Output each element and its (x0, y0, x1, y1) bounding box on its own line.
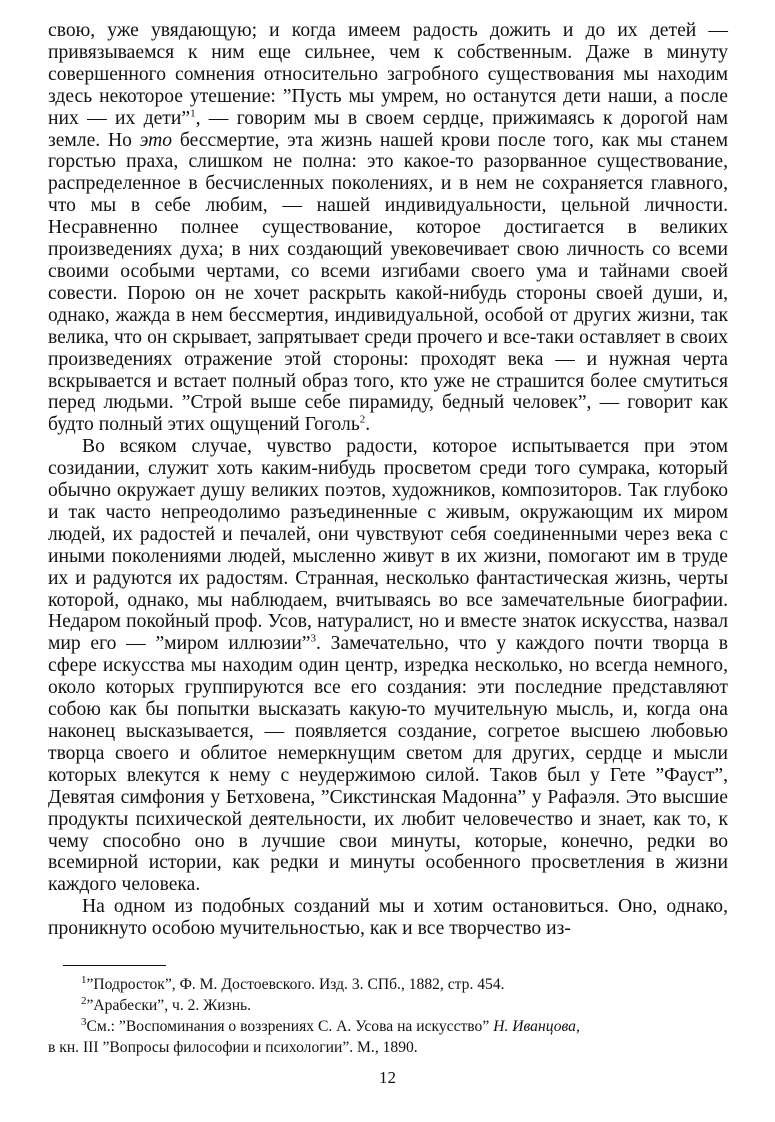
footnote-ref-2: 2 (359, 413, 366, 426)
italic-word-eto: это (139, 129, 173, 151)
footnote-1-marker: 1 (81, 973, 87, 986)
footnote-3-author: Н. Иванцова, (493, 1018, 580, 1035)
footnote-separator (63, 965, 166, 966)
paragraph-1-part-3: бессмертие, эта жизнь нашей крови после того, как мы станем горстью праха, слишком не полна: это какое-то разорванное существование, распределенное в бесчисленных поколениях, и в нем не сохраняется главного, что мы в себе любим, — нашей индивидуальности, цельной личности. Несравненно полнее существование, которое достигается в великих произведениях духа; в них создающий увековечивает свою личность со всеми своими особыми чертами, со всеми изгибами своего ума и тайнами своей совести. Порою он не хочет раскрыть какой-нибудь стороны своей души, и, однако, жажда в нем бессмертия, индивидуальной, особой от других жизни, так велика, что он скрывает, запрятывает среди прочего и все-таки оставляет в своих произведениях отражение этой стороны: проходят века — и нужная черта вскрывается и встает полный образ того, кто уже не страшится более смутиться перед людьми. ”Строй выше себе пирамиду, бедный человек”, — говорит как будто полный этих ощущений Гоголь (48, 129, 729, 436)
footnote-2-text: ”Арабески”, ч. 2. Жизнь. (86, 997, 252, 1014)
footnote-3-text: См.: ”Воспоминания о воззрениях С. А. Усова на искусство” (86, 1018, 494, 1035)
paragraph-1 (48, 20, 728, 436)
footnote-3-continuation: в кн. III ”Вопросы философии и психологии”. М., 1890. (48, 1039, 418, 1056)
paragraph-3: На одном из подобных созданий мы и хотим остановиться. Оно, однако, проникнуто особою мучительностью, как и все творчество из- (48, 896, 728, 940)
footnotes (48, 974, 748, 1058)
footnote-1 (48, 974, 748, 995)
footnote-2-marker: 2 (81, 994, 87, 1007)
footnote-3 (48, 1016, 748, 1037)
page-body-text (48, 20, 728, 940)
page-number: 12 (379, 1068, 396, 1087)
paragraph-1-part-1: свою, уже увядающую; и когда имеем радость дожить и до их детей — привязываемся к ним еще сильнее, чем к собственным. Даже в минуту совершенного сомнения относительно загробного существования мы находим здесь некоторое утешение: ”Пусть мы умрем, но останутся дети наши, а после них — их дети” (48, 20, 728, 129)
footnote-1-text: ”Подросток”, Ф. М. Достоевского. Изд. 3. СПб., 1882, стр. 454. (86, 976, 505, 993)
paragraph-2-part-2: . Замечательно, что у каждого почти творца в сфере искусства мы находим один центр, изредка несколько, но всегда немного, около которых группируются все его создания: эти последние представляют собою как бы попытки высказать какую-то мучительную мысль, и, когда она наконец высказывается, — появляется создание, согретое высшею любовью творца своего и облитое немеркнущим светом для других, сердце и мысли которых влекутся к нему с неудержимою силой. Таков был у Гете ”Фауст”, Девятая симфония у Бетховена, ”Сикстинская Мадонна” у Рафаэля. Это высшие продукты психической деятельности, их любит человечество и знает, как то, к чему способно оно в лучшие свои минуты, которые, конечно, редки во всемирной истории, как редки и минуты особенного просветления в жизни каждого человека. (48, 633, 729, 896)
footnote-3-marker: 3 (81, 1015, 87, 1028)
footnote-ref-1: 1 (190, 107, 196, 120)
paragraph-1-part-4: . (365, 414, 371, 436)
paragraph-2-part-1: Во всяком случае, чувство радости, которое испытывается при этом созидании, служит хоть каким-нибудь просветом среди того сумрака, который обычно окружает душу великих поэтов, художников, композиторов. Так глубоко и так часто непреодолимо разъединенные с живым, окружающим их миром людей, их радостей и печалей, они чувствуют себя соединенными через века с иными поколениями людей, мысленно живут в их жизни, помогают им в труде их и радуются их радостям. Странная, несколько фантастическая жизнь, черты которой, однако, мы наблюдаем, вчитываясь во все замечательные биографии. Недаром покойный проф. Усов, натуралист, но и вместе знаток искусства, назвал мир его — ”миром иллюзии” (48, 436, 728, 655)
footnote-2 (48, 995, 748, 1016)
paragraph-2 (48, 436, 728, 896)
paragraph-1-part-2: , — говорим мы в своем сердце, прижимаясь к дорогой нам земле. Но (48, 107, 728, 151)
footnote-ref-3: 3 (310, 632, 317, 645)
